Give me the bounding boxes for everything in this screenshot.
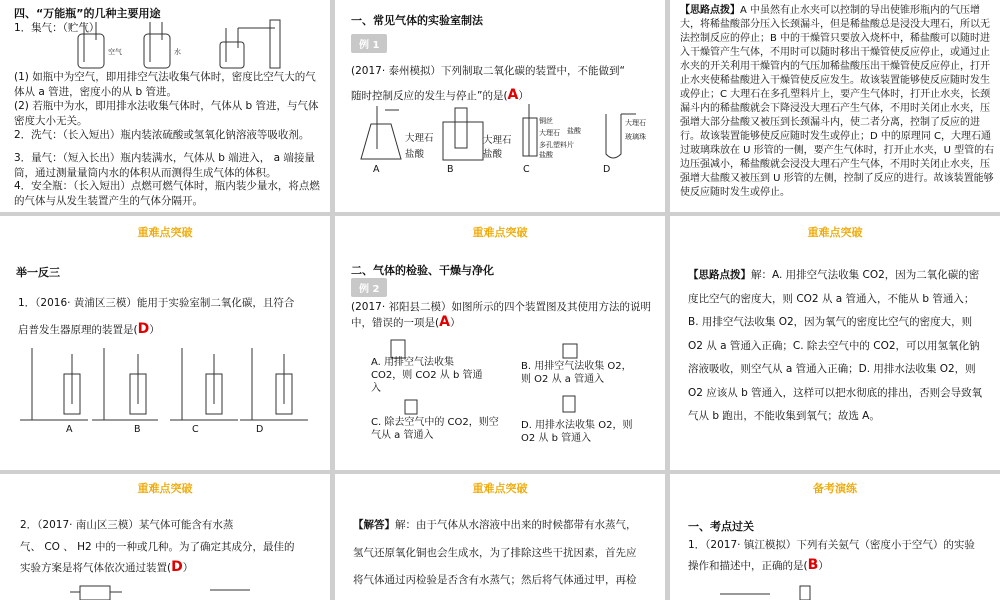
question-line-2	[18, 322, 160, 338]
small-label: 玻璃珠	[625, 133, 646, 141]
answer-head: 【解答】	[353, 519, 395, 531]
question-text: 启普发生器原理的装置是(	[18, 324, 138, 336]
slide-bottom-right[interactable]	[670, 474, 1000, 600]
section-title: 一、常见气体的实验室制法	[351, 14, 483, 27]
slide-middle-right[interactable]	[670, 216, 1000, 470]
apparatus-illustration	[710, 580, 860, 600]
question-text: 实验方案是将气体依次通过装置(	[20, 562, 172, 574]
example-badge: 例 1	[351, 34, 387, 53]
slide-middle-middle[interactable]	[335, 216, 665, 470]
slide-top-right[interactable]	[670, 0, 1000, 212]
svg-text:空气: 空气	[108, 48, 122, 56]
answer-line-2: 氢气还原氧化铜也会生成水，为了排除这些干扰因素，首先应	[353, 547, 637, 559]
question-line-2: 气、 CO 、 H2 中的一种或几种。为了确定其成分，最佳的	[20, 541, 295, 553]
question-end: ）	[818, 560, 829, 572]
question-text: 操作和描述中，正确的是(	[688, 560, 808, 572]
option-c-text: C. 除去空气中的 CO2，则空气从 a 管通入	[371, 417, 499, 441]
question-body: (2017· 祁阳县二模）如图所示的四个装置图及其使用方法的说明中，错误的一项是(	[351, 301, 651, 329]
option-label-a: A	[373, 164, 380, 175]
hint-head: 【思路点拨】	[688, 269, 751, 281]
slide-bottom-middle[interactable]	[335, 474, 665, 600]
small-label: 大理石	[625, 119, 646, 127]
small-label: 多孔塑料片	[539, 141, 574, 149]
slide-header: 重难点突破	[137, 482, 193, 495]
hint-head: 【思路点拨】	[680, 5, 740, 16]
apparatus-illustration	[60, 578, 260, 600]
slide-header: 重难点突破	[472, 482, 528, 495]
question-line-3	[20, 560, 193, 576]
option-b-text: B. 用排空气法收集 O2，则 O2 从 a 管通入	[521, 361, 632, 385]
option-a-text: A. 用排空气法收集 CO2，则 CO2 从 b 管通入	[371, 357, 483, 394]
question-line-2	[351, 88, 529, 104]
slide-header: 重难点突破	[137, 226, 193, 239]
question-line-1: (2017· 泰州模拟）下列制取二氧化碳的装置中，不能做到“	[351, 65, 625, 77]
collect-gas-line: 1．集气：（贮气）	[14, 22, 100, 34]
answer-text: 解：由于气体从水溶液中出来的时候都带有水蒸气，	[395, 519, 637, 531]
para-5: 4．安全瓶：（长入短出）点燃可燃气体时，瓶内装少量水，将点燃的气体与从发生装置产生的气体分隔开。	[14, 180, 320, 207]
small-label: 大理石	[483, 135, 512, 146]
small-label: 盐酸	[539, 151, 553, 159]
question-text: 随时控制反应的发生与停止”的是(	[351, 90, 508, 102]
slide-middle-left[interactable]	[0, 216, 330, 470]
slide-header: 备考演练	[813, 482, 857, 495]
bottles-illustration	[70, 18, 320, 70]
hint-paragraph	[688, 264, 984, 429]
answer-line-3: 将气体通过丙检验是否含有水蒸气；然后将气体通过甲，再检	[353, 574, 637, 586]
para-2: (2) 若瓶中为水，即用排水法收集气体时，气体从 b 管进，与气体密度大小无关。	[14, 100, 319, 127]
slide-top-middle[interactable]	[335, 0, 665, 212]
para-4: 3．量气：（短入长出）瓶内装满水，气体从 b 端进入， a 端接量筒，通过测量量筒内水的体积从而测得生成气体的体积。	[14, 152, 315, 179]
small-label: 盐酸	[567, 127, 581, 135]
answer-line-1	[353, 518, 637, 533]
question-end: ）	[518, 90, 529, 102]
subsection-title: 举一反三	[16, 266, 60, 279]
question-text	[351, 300, 651, 331]
para-3: 2．洗气：（长入短出）瓶内装浓硫酸或氢氧化钠溶液等吸收剂。	[14, 129, 310, 141]
small-label: 大理石	[405, 133, 434, 144]
option-label-c: C	[523, 164, 530, 175]
slide-bottom-left[interactable]	[0, 474, 330, 600]
option-d-text: D. 用排水法收集 O2，则 O2 从 b 管通入	[521, 420, 633, 444]
answer-mark: D	[137, 321, 150, 337]
answer-mark: B	[807, 557, 819, 573]
option-label-b: B	[134, 424, 141, 435]
stands-illustration	[18, 344, 318, 424]
question-end: ）	[149, 324, 160, 336]
slide-top-left[interactable]	[0, 0, 330, 212]
question-line-1: 2．（2017· 南山区三模）某气体可能含有水蒸	[20, 519, 234, 531]
question-line-2	[688, 558, 829, 574]
option-label-d: D	[603, 164, 611, 175]
answer-mark: D	[171, 559, 183, 575]
answer-mark: A	[507, 87, 519, 103]
slide-header: 重难点突破	[472, 226, 528, 239]
section-title: 一、考点过关	[688, 520, 754, 533]
para-1: (1) 如瓶中为空气，即用排空气法收集气体时，密度比空气大的气体从 a 管进，密度小的从 b 管进。	[14, 71, 316, 98]
small-label: 盐酸	[483, 149, 503, 160]
hint-text: A 中虽然有止水夹可以控制的导出使锥形瓶内的气压增大，将稀盐酸部分压入长颈漏斗，但是稀盐酸总是浸没大理石，所以无法控制反应的停止；B 中的干燥管只要放入烧杯中，稀盐酸可以随时进入干燥管产生气体，不用时可以随时移出干燥管使反应停止，或通过止水夹的开关利用干燥管内的气压加稀盐酸压出干燥管使反应停止，打开止水夹使稀盐酸进入干燥管使反应发生。故该装置能够使反应随时发生或停止；C 大理石在多孔塑料片上，要产生气体时，打开止水夹，长颈漏斗内的稀盐酸就会下降浸没大理石产生气体，不用时关闭止水夹，压强增大部分盐酸又被压到长颈漏斗内，使二者分离，控制了反应的进行。故该装置能够使反应随时发生或停止；D 中的原理同 C，大理石通过玻璃珠放在 U 形管的一侧，要产生气体时，打开止水夹，U 型管的右边压强减小，稀盐酸就会浸没大理石产生气体，不用时关闭止水夹，压强增大盐酸又被压到 U 形管的左侧，控制了反应的进行。故该装置能够使反应随时发生或停止。	[680, 5, 995, 198]
question-end: ）	[449, 317, 461, 329]
question-line-1: 1．（2017· 镇江模拟）下列有关氨气（密度小于空气）的实验	[688, 539, 975, 551]
section-title: 二、气体的检验、干燥与净化	[351, 264, 494, 277]
small-label: 盐酸	[405, 149, 425, 160]
option-label-c: C	[192, 424, 199, 435]
svg-text:水: 水	[174, 48, 181, 56]
example-badge: 例 2	[351, 278, 387, 297]
slide-header: 重难点突破	[807, 226, 863, 239]
option-label-d: D	[256, 424, 264, 435]
option-label-b: B	[447, 164, 454, 175]
answer-mark: A	[439, 314, 450, 330]
hint-paragraph	[680, 4, 996, 200]
small-label: 铜丝	[539, 117, 553, 125]
hint-text: 解：A. 用排空气法收集 CO2，因为二氧化碳的密度比空气的密度大，则 CO2 从 a 管通入，不能从 b 管通入；B. 用排空气法收集 O2，因为氧气的密度比空气的密度大，则 O2 从 a 管通入正确；C. 除去空气中的 CO2，可以用氢氧化钠溶液吸收，则空气从 a 管通入正确；D. 用排水法收集 O2，则 O2 应该从 b 管通入，这样可以把水彻底的排出，否则会导致氧气从 b 跑出，不能收集到氧气；故选 A。	[688, 269, 983, 422]
slide-title: 四、“万能瓶”的几种主要用途	[14, 7, 161, 20]
small-label: 大理石	[539, 129, 560, 137]
question-line-1: 1．（2016· 黄浦区三模）能用于实验室制二氧化碳，且符合	[18, 297, 295, 309]
option-label-a: A	[66, 424, 73, 435]
question-end: ）	[182, 562, 194, 574]
